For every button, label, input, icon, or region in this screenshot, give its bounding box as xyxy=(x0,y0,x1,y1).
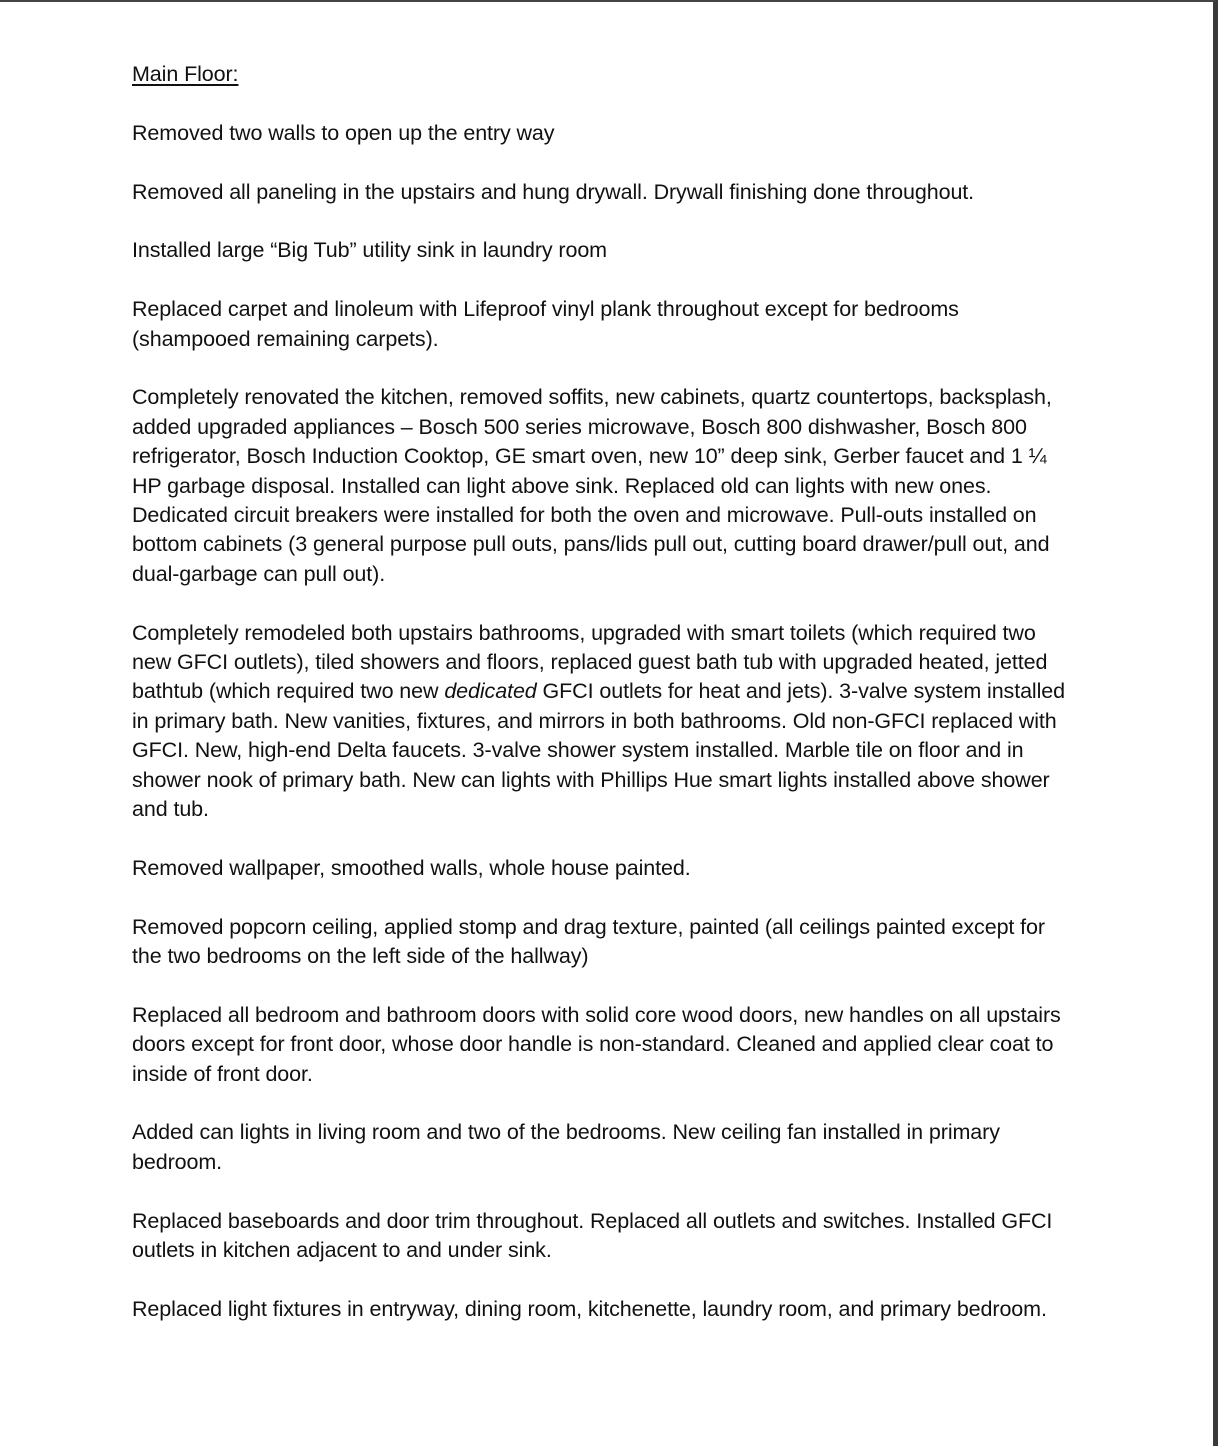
paragraph-ceiling: Removed popcorn ceiling, applied stomp and drag texture, painted (all ceilings painted except for the two bedrooms on the left side of the hallway) xyxy=(132,914,1045,969)
paragraph-light-fixtures: Replaced light fixtures in entryway, dining room, kitchenette, laundry room, and primary bedroom. xyxy=(132,1296,1047,1321)
paragraph-utility-sink: Installed large “Big Tub” utility sink in laundry room xyxy=(132,238,607,263)
bathrooms-text-before: Completely remodeled both upstairs bathrooms, upgraded with smart toilets (which required two new GFCI outlets), tiled showers and floors, replaced guest bath tub with upgraded heated, jetted bathtub (which required two new xyxy=(132,620,1048,704)
paragraph-baseboards: Replaced baseboards and door trim throughout. Replaced all outlets and switches. Installed GFCI outlets in kitchen adjacent to and under sink. xyxy=(132,1208,1053,1263)
paragraph-doors: Replaced all bedroom and bathroom doors with solid core wood doors, new handles on all upstairs doors except for front door, whose door handle is non-standard. Cleaned and applied clear coat to inside of front door. xyxy=(132,1002,1061,1086)
paragraph-can-lights: Added can lights in living room and two of the bedrooms. New ceiling fan installed in primary bedroom. xyxy=(132,1120,1000,1174)
paragraph-paint: Removed wallpaper, smoothed walls, whole house painted. xyxy=(132,855,691,880)
paragraph-entry-way: Removed two walls to open up the entry way xyxy=(132,120,555,145)
paragraph-bathrooms xyxy=(132,619,1072,825)
bathrooms-text-italic: dedicated xyxy=(444,679,537,704)
bathrooms-text-after: GFCI outlets for heat and jets). 3-valve system installed in primary bath. New vanities, fixtures, and mirrors in both bathrooms. Old non-GFCI replaced with GFCI. New, high-end Delta faucets. 3-valve shower system installed. Marble tile on floor and in shower nook of primary bath. New can lights with Phillips Hue smart lights installed above shower and tub. xyxy=(132,679,1065,822)
document-body xyxy=(132,60,1072,1354)
paragraph-drywall: Removed all paneling in the upstairs and hung drywall. Drywall finishing done throughout. xyxy=(132,179,975,204)
section-heading: Main Floor: xyxy=(132,62,239,86)
paragraph-flooring: Replaced carpet and linoleum with Lifeproof vinyl plank throughout except for bedrooms (shampooed remaining carpets). xyxy=(132,297,959,351)
paragraph-kitchen: Completely renovated the kitchen, removed soffits, new cabinets, quartz countertops, backsplash, added upgraded appliances – Bosch 500 series microwave, Bosch 800 dishwasher, Bosch 800 refrigerator, Bosch Induction Cooktop, GE smart oven, new 10” deep sink, Gerber faucet and 1 ¼ HP garbage disposal. Installed can light above sink. Replaced old can lights with new ones. Dedicated circuit breakers were installed for both the oven and microwave. Pull-outs installed on bottom cabinets (3 general purpose pull outs, pans/lids pull out, cutting board drawer/pull out, and dual-garbage can pull out). xyxy=(132,385,1052,586)
